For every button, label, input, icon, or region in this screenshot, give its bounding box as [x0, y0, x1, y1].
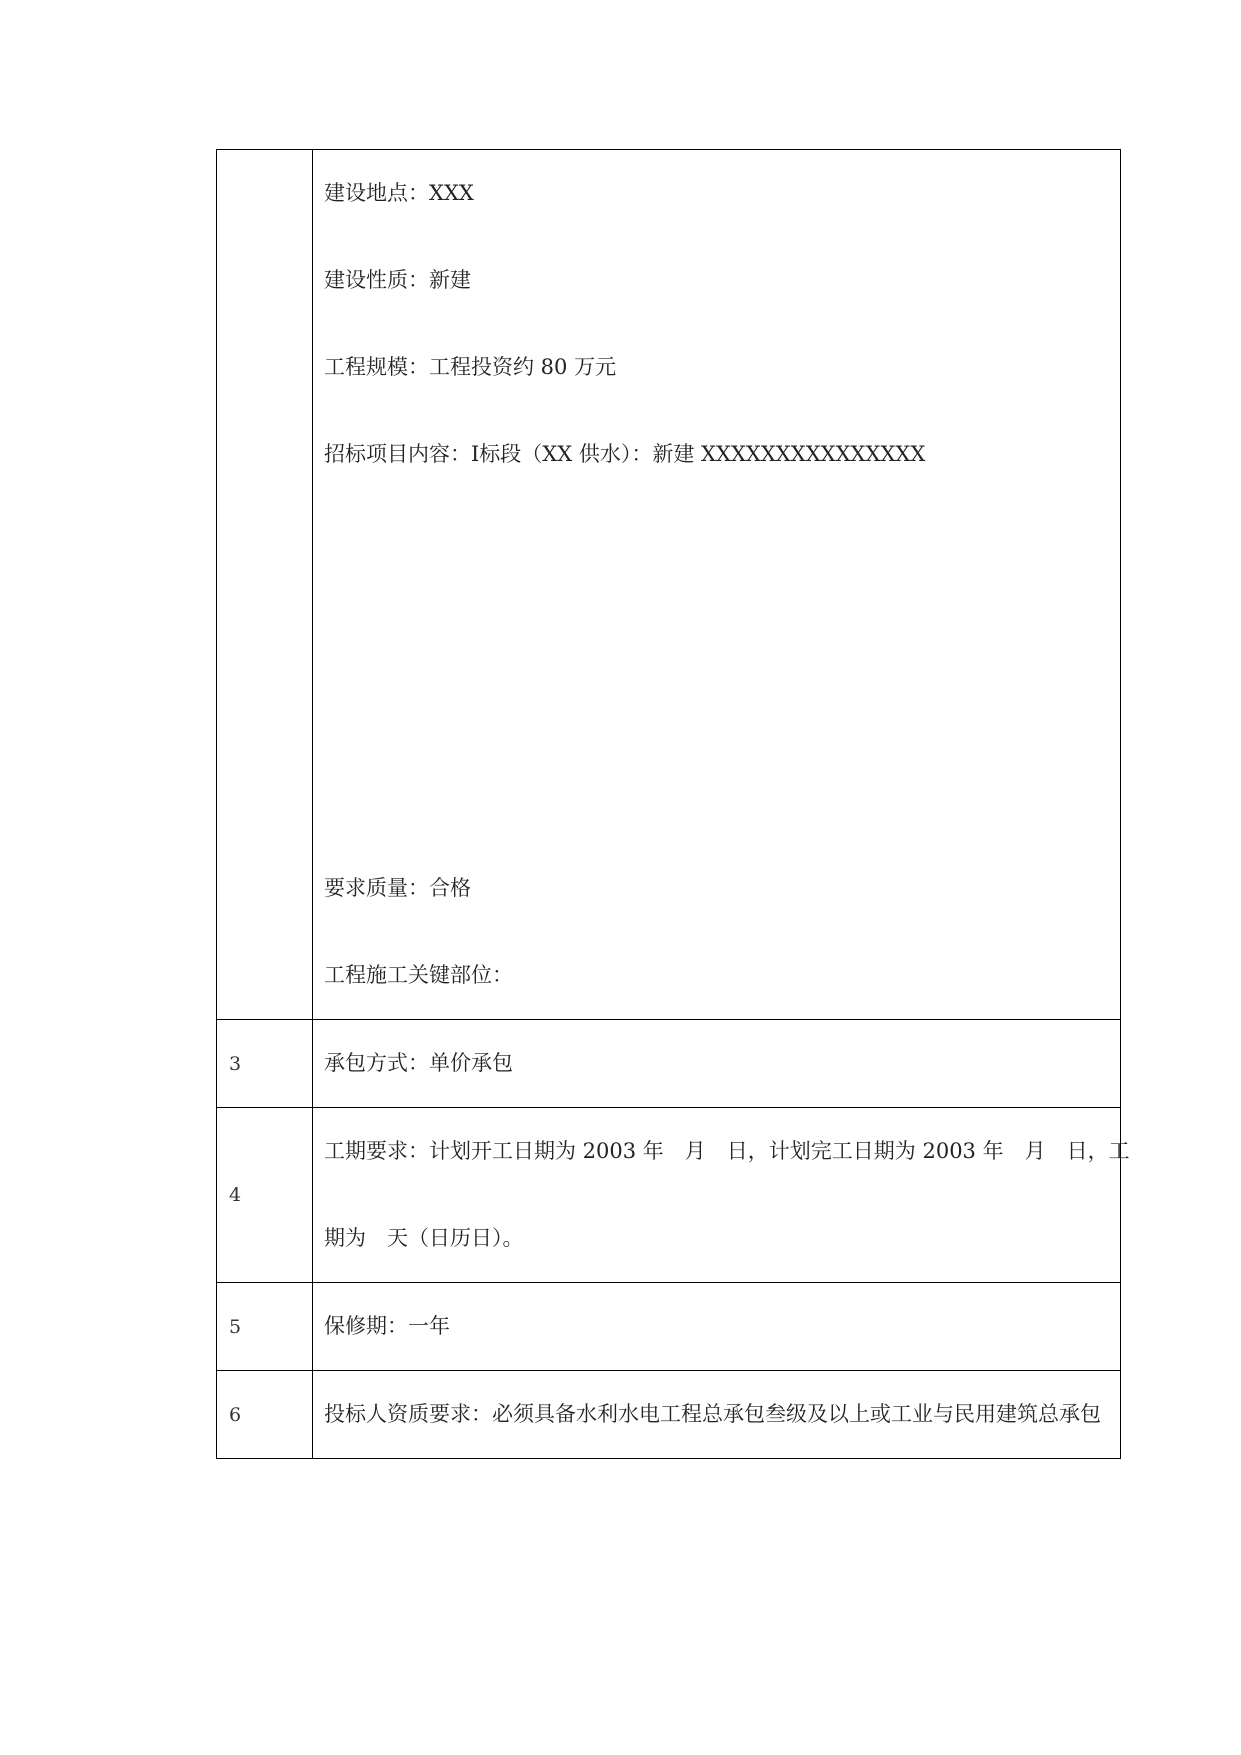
blank-space: [324, 498, 1120, 845]
row-content: [313, 150, 1121, 1020]
tender-content: 招标项目内容：Ⅰ标段（XX 供水）：新建 XXXXXXXXXXXXXXX: [324, 442, 926, 466]
tender-spec-table: [216, 149, 1130, 1459]
row-content: [313, 1283, 1121, 1371]
row-number: [217, 150, 313, 1020]
row-content: [313, 1371, 1121, 1459]
row-content: [313, 1108, 1130, 1283]
row-number: 4: [217, 1108, 313, 1283]
row-content: [313, 1020, 1121, 1108]
contract-method: 承包方式：单价承包: [324, 1051, 513, 1075]
table-row: [217, 150, 1121, 1020]
project-scale: 工程规模：工程投资约 80 万元: [324, 355, 617, 379]
key-construction-parts: 工程施工关键部位：: [324, 963, 513, 987]
schedule-requirement: 工期要求：计划开工日期为 2003 年 月 日，计划完工日期为 2003 年 月 日，工: [324, 1139, 1130, 1163]
warranty-period: 保修期：一年: [324, 1314, 450, 1338]
construction-location: 建设地点：XXX: [324, 181, 474, 205]
row-number: 5: [217, 1283, 313, 1371]
table-row: [217, 1283, 1121, 1371]
quality-requirement: 要求质量：合格: [324, 876, 471, 900]
row-number: 3: [217, 1020, 313, 1108]
bidder-qualification: 投标人资质要求：必须具备水利水电工程总承包叁级及以上或工业与民用建筑总承包: [324, 1402, 1101, 1426]
table-row: [217, 1020, 1121, 1108]
construction-nature: 建设性质：新建: [324, 268, 471, 292]
table-row: [217, 1371, 1121, 1459]
table-row: [217, 1108, 1121, 1283]
row-number: 6: [217, 1371, 313, 1459]
schedule-duration: 期为 天（日历日）。: [324, 1226, 524, 1250]
